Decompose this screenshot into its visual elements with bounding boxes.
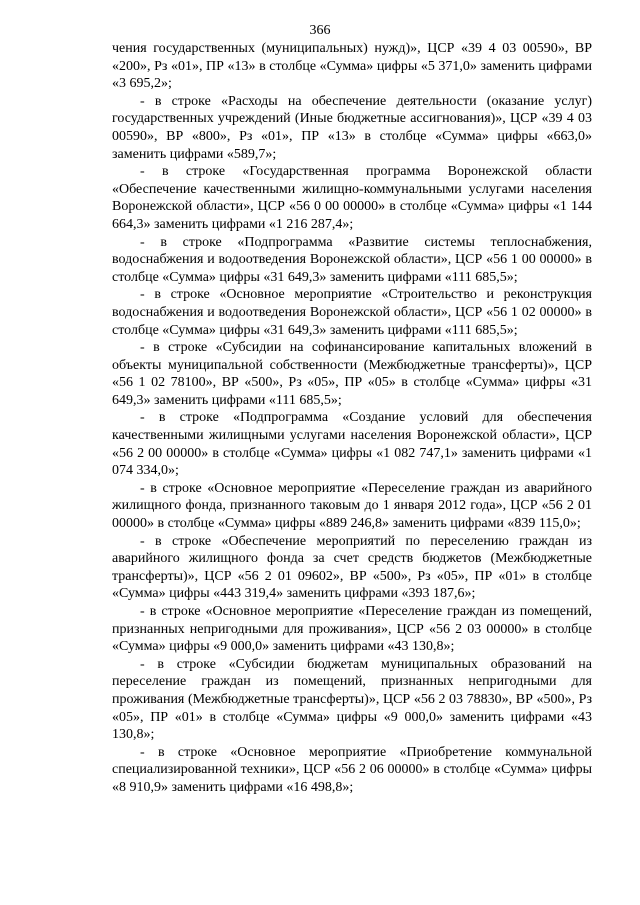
paragraph: - в строке «Основное мероприятие «Приобретение коммунальной специализированной техники», ЦСР «56 2 06 00000» в столбце «Сумма» цифры «8 910,9» заменить цифрами «16 498,8»; — [112, 744, 592, 795]
paragraph: - в строке «Государственная программа Воронежской области «Обеспечение качественными жилищно-коммунальными услугами населения Воронежской области», ЦСР «56 0 00 00000» в столбце «Сумма» цифры «1 144 664,3» заменить цифрами «1 216 287,4»; — [112, 164, 592, 232]
paragraph: - в строке «Субсидии на софинансирование капитальных вложений в объекты муниципальной собственности (Межбюджетные трансферты)», ЦСР «56 1 02 78100», ВР «500», Рз «05», ПР «05» в столбце «Сумма» цифры «31 649,3» заменить цифрами «111 685,5»; — [112, 340, 592, 408]
paragraph-continuation: чения государственных (муниципальных) нужд)», ЦСР «39 4 03 00590», ВР «200», Рз «01», ПР «13» в столбце «Сумма» цифры «5 371,0» заменить цифрами «3 695,2»; — [112, 41, 592, 92]
paragraph: - в строке «Расходы на обеспечение деятельности (оказание услуг) государственных учреждений (Иные бюджетные ассигнования)», ЦСР «39 4 03 00590», ВР «800», Рз «01», ПР «13» в столбце «Сумма» цифры «663,0» заменить цифрами «589,7»; — [112, 93, 592, 162]
paragraph: - в строке «Субсидии бюджетам муниципальных образований на переселение граждан из помещений, признанных непригодными для проживания (Межбюджетные трансферты)», ЦСР «56 2 03 78830», ВР «500», Рз «05», ПР «01» в столбце «Сумма» цифры «9 000,0» заменить цифрами «43 130,8»; — [112, 656, 592, 743]
paragraph: - в строке «Обеспечение мероприятий по переселению граждан из аварийного жилищного фонда за счет средств бюджетов (Межбюджетные трансферты)», ЦСР «56 2 01 09602», ВР «500», Рз «05», ПР «01» в столбце «Сумма» цифры «443 319,4» заменить цифрами «393 187,6»; — [112, 533, 592, 602]
paragraph: - в строке «Подпрограмма «Развитие системы теплоснабжения, водоснабжения и водоотведения Воронежской области», ЦСР «56 1 00 00000» в столбце «Сумма» цифры «31 649,3» заменить цифрами «111 685,5»; — [112, 234, 592, 285]
paragraph: - в строке «Подпрограмма «Создание условий для обеспечения качественными жилищными услугами населения Воронежской области», ЦСР «56 2 00 00000» в столбце «Сумма» цифры «1 082 747,1» заменить цифрами «1 074 334,0»; — [112, 410, 592, 479]
document-body — [112, 40, 592, 797]
page-number: 366 — [309, 23, 331, 38]
paragraph: - в строке «Основное мероприятие «Переселение граждан из помещений, признанных непригодными для проживания», ЦСР «56 2 03 00000» в столбце «Сумма» цифры «9 000,0» заменить цифрами «43 130,8»; — [112, 604, 592, 655]
paragraph: - в строке «Основное мероприятие «Переселение граждан из аварийного жилищного фонда, признанного таковым до 1 января 2012 года», ЦСР «56 2 01 00000» в столбце «Сумма» цифры «889 246,8» заменить цифрами «839 115,0»; — [112, 480, 592, 532]
paragraph: - в строке «Основное мероприятие «Строительство и реконструкция водоснабжения и водоотведения Воронежской области», ЦСР «56 1 02 00000» в столбце «Сумма» цифры «31 649,3» заменить цифрами «111 685,5»; — [112, 287, 592, 338]
